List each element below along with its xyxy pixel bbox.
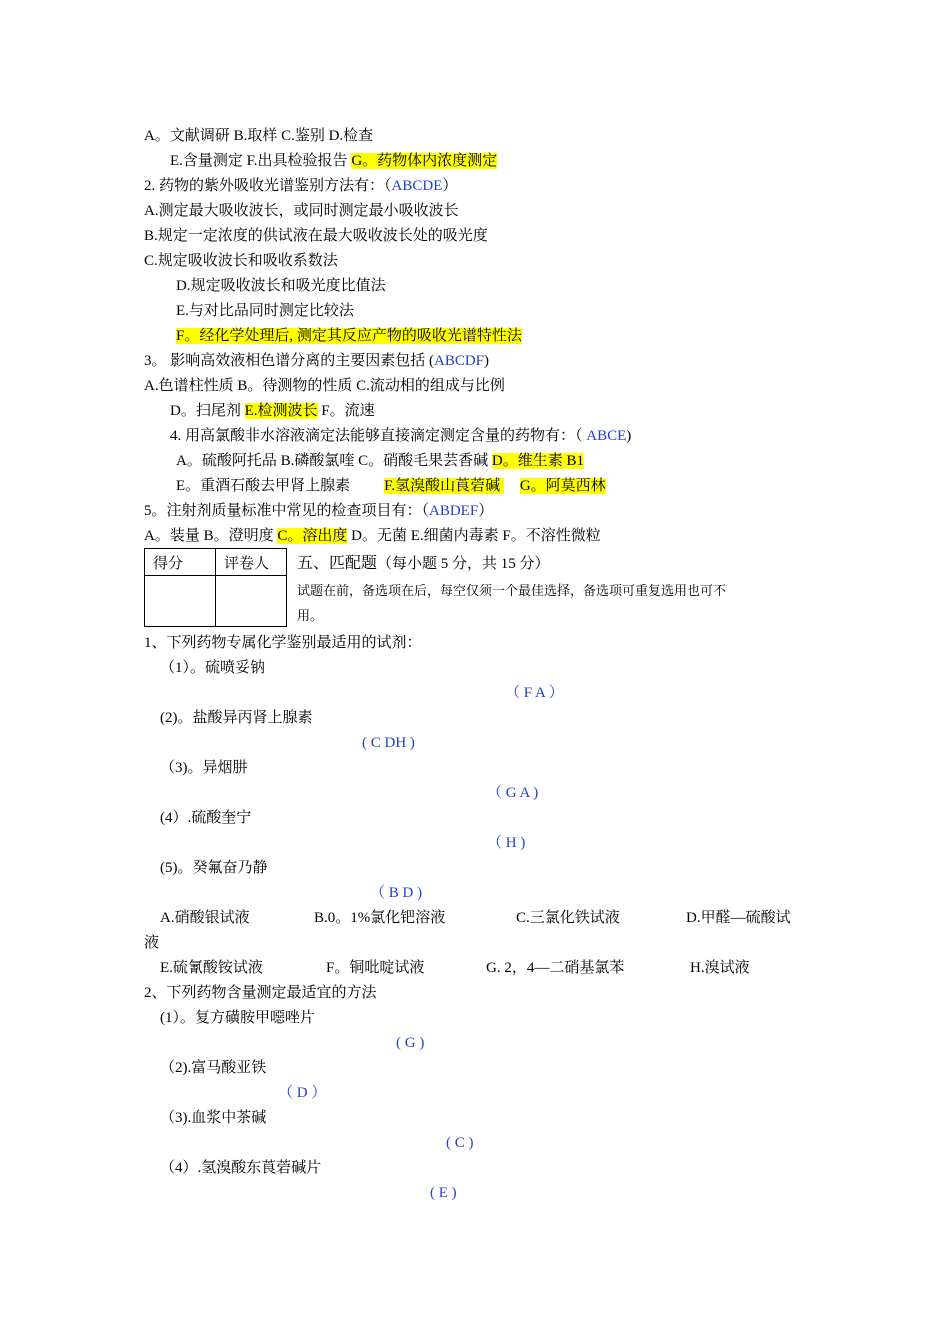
q2-option-b: B.规定一定浓度的供试液在最大吸收波长处的吸光度 <box>144 228 488 244</box>
match2-stem: 2、下列药物含量测定最适宜的方法 <box>144 985 377 1001</box>
q3-option-f: F。流速 <box>317 403 375 419</box>
match1-option-g: G. 2，4—二硝基氯苯 <box>486 960 625 976</box>
q3-stem <box>144 351 489 371</box>
match1-item-label: （3)。异烟肼 <box>160 760 248 776</box>
score-header: 得分 <box>145 549 216 576</box>
match2-item-label: （4）.氢溴酸东莨菪碱片 <box>160 1160 322 1176</box>
q2-option-d: D.规定吸收波长和吸光度比值法 <box>176 278 386 294</box>
match1-option-c: C.三氯化铁试液 <box>516 910 620 926</box>
q5-options-a: A。装量 B。澄明度 <box>144 528 278 544</box>
q1-highlighted-option: G。药物体内浓度测定 <box>351 153 498 169</box>
match1-item-answer: （ B D ) <box>370 885 423 901</box>
match1-option-a: A.硝酸银试液 <box>160 910 250 926</box>
score-table <box>144 548 287 627</box>
q4-highlighted-option-f: F.氢溴酸山莨菪碱 <box>384 478 504 494</box>
q5-answer: ABDEF <box>429 503 479 519</box>
section-instructions-line1: 试题在前，备选项在后，每空仅须一个最佳选择，备选项可重复选用也可不 <box>297 583 727 598</box>
q2-option-f <box>176 326 522 346</box>
match2-item-answer: （ D ） <box>278 1085 327 1101</box>
q4-stem-end: ) <box>626 428 632 444</box>
match2-item-label: (1）。复方磺胺甲噁唑片 <box>160 1010 315 1026</box>
q3-highlighted-option: E.检测波长 <box>244 403 318 419</box>
match2-item-answer: ( G ) <box>396 1035 425 1051</box>
q4-options-line1 <box>176 451 584 471</box>
match1-item-label: （1）。硫喷妥钠 <box>160 660 266 676</box>
match1-item-label: (2)。盐酸异丙肾上腺素 <box>160 710 313 726</box>
grader-cell <box>216 576 287 627</box>
match2-item-answer: ( E ) <box>430 1185 457 1201</box>
q4-stem-text: 4. 用高氯酸非水溶液滴定法能够直接滴定测定含量的药物有：（ <box>170 428 587 444</box>
match1-item-label: (4）.硫酸奎宁 <box>160 810 252 826</box>
q4-highlighted-option-g: G。阿莫西林 <box>519 478 606 494</box>
q3-option-d: D。扫尾剂 <box>170 403 245 419</box>
q4-answer: ABCE <box>586 428 627 444</box>
q2-option-e: E.与对比品同时测定比较法 <box>176 303 354 319</box>
q5-stem-end: ） <box>478 503 494 519</box>
q4-options-line2 <box>176 476 606 496</box>
q2-stem-end: ） <box>442 178 458 194</box>
q3-stem-end: ) <box>484 353 490 369</box>
match1-item-answer: ( C DH ) <box>362 735 415 751</box>
match1-option-d: D.甲醛—硫酸试 <box>686 910 791 926</box>
match1-item-answer: （ F A ） <box>505 685 564 701</box>
section-subtitle: （每小题 5 分，共 15 分） <box>377 556 550 572</box>
q2-stem <box>144 176 457 196</box>
q4-option-e: E。重酒石酸去甲肾上腺素 <box>176 478 351 494</box>
q5-options <box>144 526 601 546</box>
q2-option-a: A.测定最大吸收波长，或同时测定最小吸收波长 <box>144 203 459 219</box>
match1-option-h: H.溴试液 <box>690 960 750 976</box>
match1-option-d-wrap: 液 <box>144 935 160 951</box>
q5-options-b: D。无菌 E.细菌内毒素 F。不溶性微粒 <box>347 528 601 544</box>
q5-stem <box>144 501 493 521</box>
q1-options-plain: E.含量测定 F.出具检验报告 <box>170 153 352 169</box>
match1-item-answer: （ H ) <box>487 835 526 851</box>
match2-item-answer: ( C ) <box>446 1135 474 1151</box>
q2-highlighted-option: F。经化学处理后, 测定其反应产物的吸收光谱特性法 <box>176 328 522 344</box>
q3-stem-text: 3。 影响高效液相色谱分离的主要因素包括 ( <box>144 353 434 369</box>
section-title: 五、匹配题 <box>297 553 378 572</box>
q2-answer: ABCDE <box>391 178 443 194</box>
match2-item-label: （2).富马酸亚铁 <box>160 1060 267 1076</box>
match2-item-label: （3).血浆中茶碱 <box>160 1110 267 1126</box>
section-instructions-line2: 用。 <box>297 608 324 623</box>
q4-highlighted-option-d: D。维生素 B1 <box>491 453 584 469</box>
section-heading <box>297 553 550 573</box>
match1-item-answer: （ G A ) <box>487 785 539 801</box>
q3-options-line1: A.色谱柱性质 B。待测物的性质 C.流动相的组成与比例 <box>144 378 505 394</box>
match1-option-b: B.0。1%氯化钯溶液 <box>314 910 446 926</box>
match1-option-f: F。铜吡啶试液 <box>326 960 425 976</box>
q1-options-line1: A。文献调研 B.取样 C.鉴别 D.检查 <box>144 128 374 144</box>
q3-answer: ABCDF <box>434 353 485 369</box>
q2-option-c: C.规定吸收波长和吸收系数法 <box>144 253 338 269</box>
q2-stem-text: 2. 药物的紫外吸收光谱鉴别方法有：（ <box>144 178 392 194</box>
match1-option-e: E.硫氰酸铵试液 <box>160 960 263 976</box>
match1-stem: 1、下列药物专属化学鉴别最适用的试剂： <box>144 635 422 651</box>
q5-highlighted-option: C。溶出度 <box>277 528 348 544</box>
q3-options-line2 <box>170 401 375 421</box>
score-cell <box>145 576 216 627</box>
q1-options-line2 <box>170 151 497 171</box>
grader-header: 评卷人 <box>216 549 287 576</box>
q4-options-plain: A。硫酸阿托品 B.磷酸氯喹 C。硝酸毛果芸香碱 <box>176 453 492 469</box>
q5-stem-text: 5。注射剂质量标准中常见的检查项目有：（ <box>144 503 430 519</box>
q4-stem <box>170 426 631 446</box>
match1-item-label: (5)。癸氟奋乃静 <box>160 860 268 876</box>
